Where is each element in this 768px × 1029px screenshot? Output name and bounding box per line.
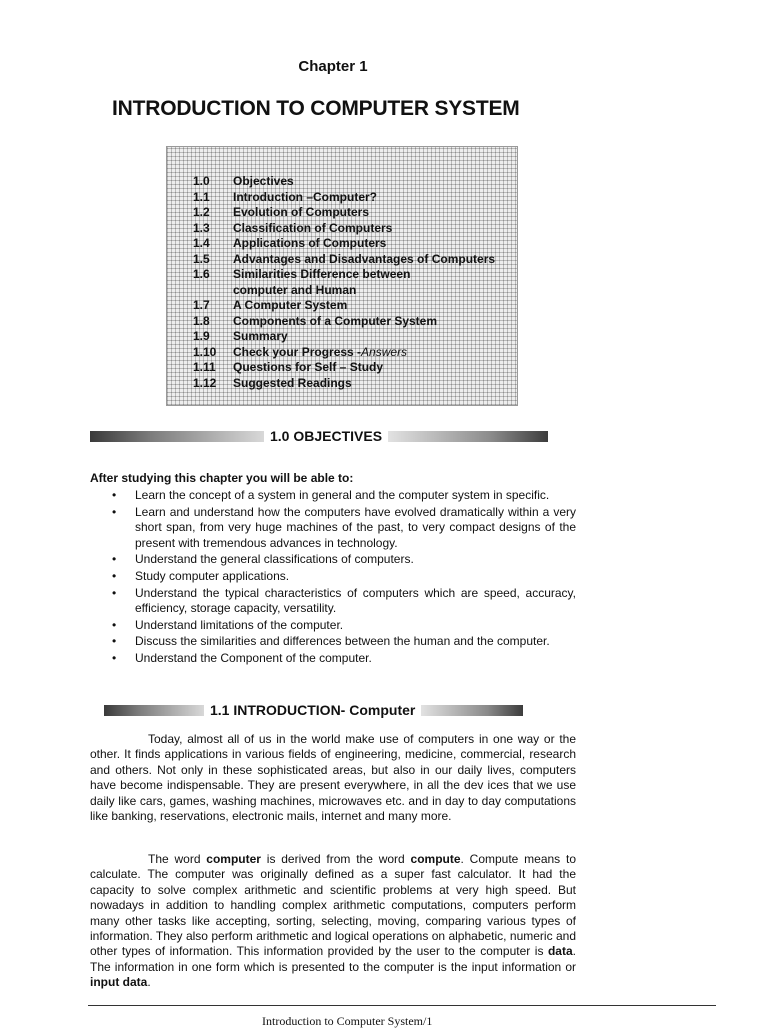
objective-text: Understand the typical characteristics of computers which are speed, accuracy, efficiency, storage capacity, versatility.	[135, 585, 576, 616]
objective-text: Discuss the similarities and differences between the human and the computer.	[135, 634, 550, 649]
toc-number: 1.3	[193, 220, 210, 235]
objective-item	[112, 505, 576, 552]
intro-paragraph-2	[90, 852, 576, 991]
toc-label: Summary	[233, 329, 288, 343]
toc-number: 1.9	[193, 329, 210, 343]
objective-item	[112, 634, 576, 650]
heading-bar-left	[90, 431, 264, 442]
heading-bar-left	[104, 705, 204, 716]
toc-label: Similarities Difference between	[233, 267, 411, 281]
toc-label: Components of a Computer System	[233, 313, 438, 328]
bullet-icon: •	[112, 568, 117, 583]
objective-item	[112, 488, 576, 504]
term-input-data: input data	[90, 975, 148, 990]
para-text: . Compute means to calculate. The computer was originally defined as a super fast calculator. It had the capacity to solve complex arithmetic and scientific problems at very high speed. But nowadays in addition to handling complex arithmetic computations, computers perform many other tasks like accepting, sorting, selecting, moving, comparing various types of information. They also perform arithmetic and logical operations on alphabetic, numeric and other types of information. This information provided by the user to the computer is	[90, 852, 576, 959]
toc-item	[193, 190, 495, 206]
toc-item	[193, 314, 495, 330]
objective-text: Understand the Component of the computer.	[135, 650, 372, 665]
chapter-label: Chapter 1	[298, 58, 368, 75]
bullet-icon: •	[112, 650, 117, 665]
objectives-intro: After studying this chapter you will be able to:	[90, 471, 354, 485]
toc-label: Check your Progress -	[233, 344, 362, 359]
bullet-icon: •	[112, 585, 117, 600]
intro-heading: 1.1 INTRODUCTION- Computer	[210, 702, 416, 718]
page-footer: Introduction to Computer System/1	[262, 1014, 433, 1028]
toc-label: Suggested Readings	[233, 375, 352, 390]
objective-text: Understand limitations of the computer.	[135, 617, 344, 632]
toc-item	[193, 376, 495, 392]
intro-heading-bar	[104, 702, 523, 718]
para-text: is derived from the word	[260, 852, 411, 866]
toc-item	[193, 252, 495, 268]
toc-item	[193, 360, 495, 376]
toc-item	[193, 283, 495, 299]
toc-number: 1.1	[193, 189, 210, 204]
toc-item	[193, 329, 495, 345]
toc-label: Classification of Computers	[233, 220, 393, 235]
term-compute: compute	[410, 852, 461, 866]
toc-label: Introduction –Computer?	[233, 189, 377, 204]
toc-label: Applications of Computers	[233, 236, 387, 250]
toc-number: 1.5	[193, 251, 210, 266]
bullet-icon: •	[112, 634, 117, 649]
para-text: .	[147, 975, 151, 990]
toc-number: 1.4	[193, 236, 210, 250]
objectives-heading-bar	[90, 428, 548, 444]
toc-item	[193, 205, 495, 221]
term-computer: computer	[206, 852, 261, 866]
toc-number: 1.10	[193, 344, 217, 359]
toc-label-suffix: Answers	[361, 344, 408, 359]
table-of-contents-box	[166, 146, 518, 406]
toc-label: A Computer System	[233, 298, 348, 312]
toc-item	[193, 298, 495, 314]
toc-label: Questions for Self – Study	[233, 360, 384, 374]
toc-number	[193, 283, 233, 299]
toc-label: computer and Human	[233, 282, 357, 297]
toc-number: 1.8	[193, 313, 210, 328]
toc-label: Evolution of Computers	[233, 205, 369, 219]
bullet-icon: •	[112, 617, 117, 632]
heading-bar-right	[421, 705, 523, 716]
toc-item	[193, 174, 495, 190]
term-data: data	[547, 944, 573, 959]
objective-item	[112, 569, 576, 585]
objective-text: Study computer applications.	[135, 568, 290, 583]
toc-label: Advantages and Disadvantages of Computers	[233, 251, 496, 266]
page-title: INTRODUCTION TO COMPUTER SYSTEM	[112, 97, 520, 120]
toc-label: Objectives	[233, 174, 294, 188]
objectives-heading: 1.0 OBJECTIVES	[270, 428, 383, 444]
objective-text: Learn the concept of a system in general and the computer system in specific.	[135, 488, 550, 502]
objective-item	[112, 586, 576, 617]
objectives-list	[112, 488, 576, 668]
objective-text: Understand the general classifications of computers.	[135, 552, 414, 567]
toc-item	[193, 221, 495, 237]
objective-text: Learn and understand how the computers have evolved dramatically within a very short span, from very huge machines of the past, to very compact designs of the present with tremendous advances in technology.	[135, 504, 576, 550]
para-text: The word	[148, 852, 207, 866]
toc-number: 1.11	[193, 360, 216, 374]
toc-number: 1.7	[193, 298, 210, 312]
toc-number: 1.0	[193, 174, 210, 188]
objective-item	[112, 552, 576, 568]
objective-item	[112, 618, 576, 634]
bullet-icon: •	[112, 504, 117, 519]
toc-item	[193, 236, 495, 252]
para-text: . The information in one form which is presented to the computer is the input information or	[90, 944, 576, 974]
intro-paragraph-1: Today, almost all of us in the world make use of computers in one way or the other. It finds applications in various fields of engineering, medicine, commercial, research and others. Not only in these sophisticated areas, but also in our daily lives, computers have become indispensable. They are present everywhere, in all the dev ices that we use daily like cars, games, washing machines, microwaves etc. and in day to day computations like banking, reservations, electronic mails, internet and many more.	[90, 732, 576, 824]
toc-item	[193, 267, 495, 283]
objective-item	[112, 651, 576, 667]
bullet-icon: •	[112, 488, 117, 502]
toc-list	[193, 174, 495, 391]
toc-item	[193, 345, 495, 361]
toc-number: 1.2	[193, 205, 210, 219]
bullet-icon: •	[112, 552, 117, 567]
heading-bar-right	[388, 431, 548, 442]
footer-divider	[88, 1005, 716, 1006]
toc-number: 1.6	[193, 267, 210, 281]
toc-number: 1.12	[193, 375, 217, 390]
